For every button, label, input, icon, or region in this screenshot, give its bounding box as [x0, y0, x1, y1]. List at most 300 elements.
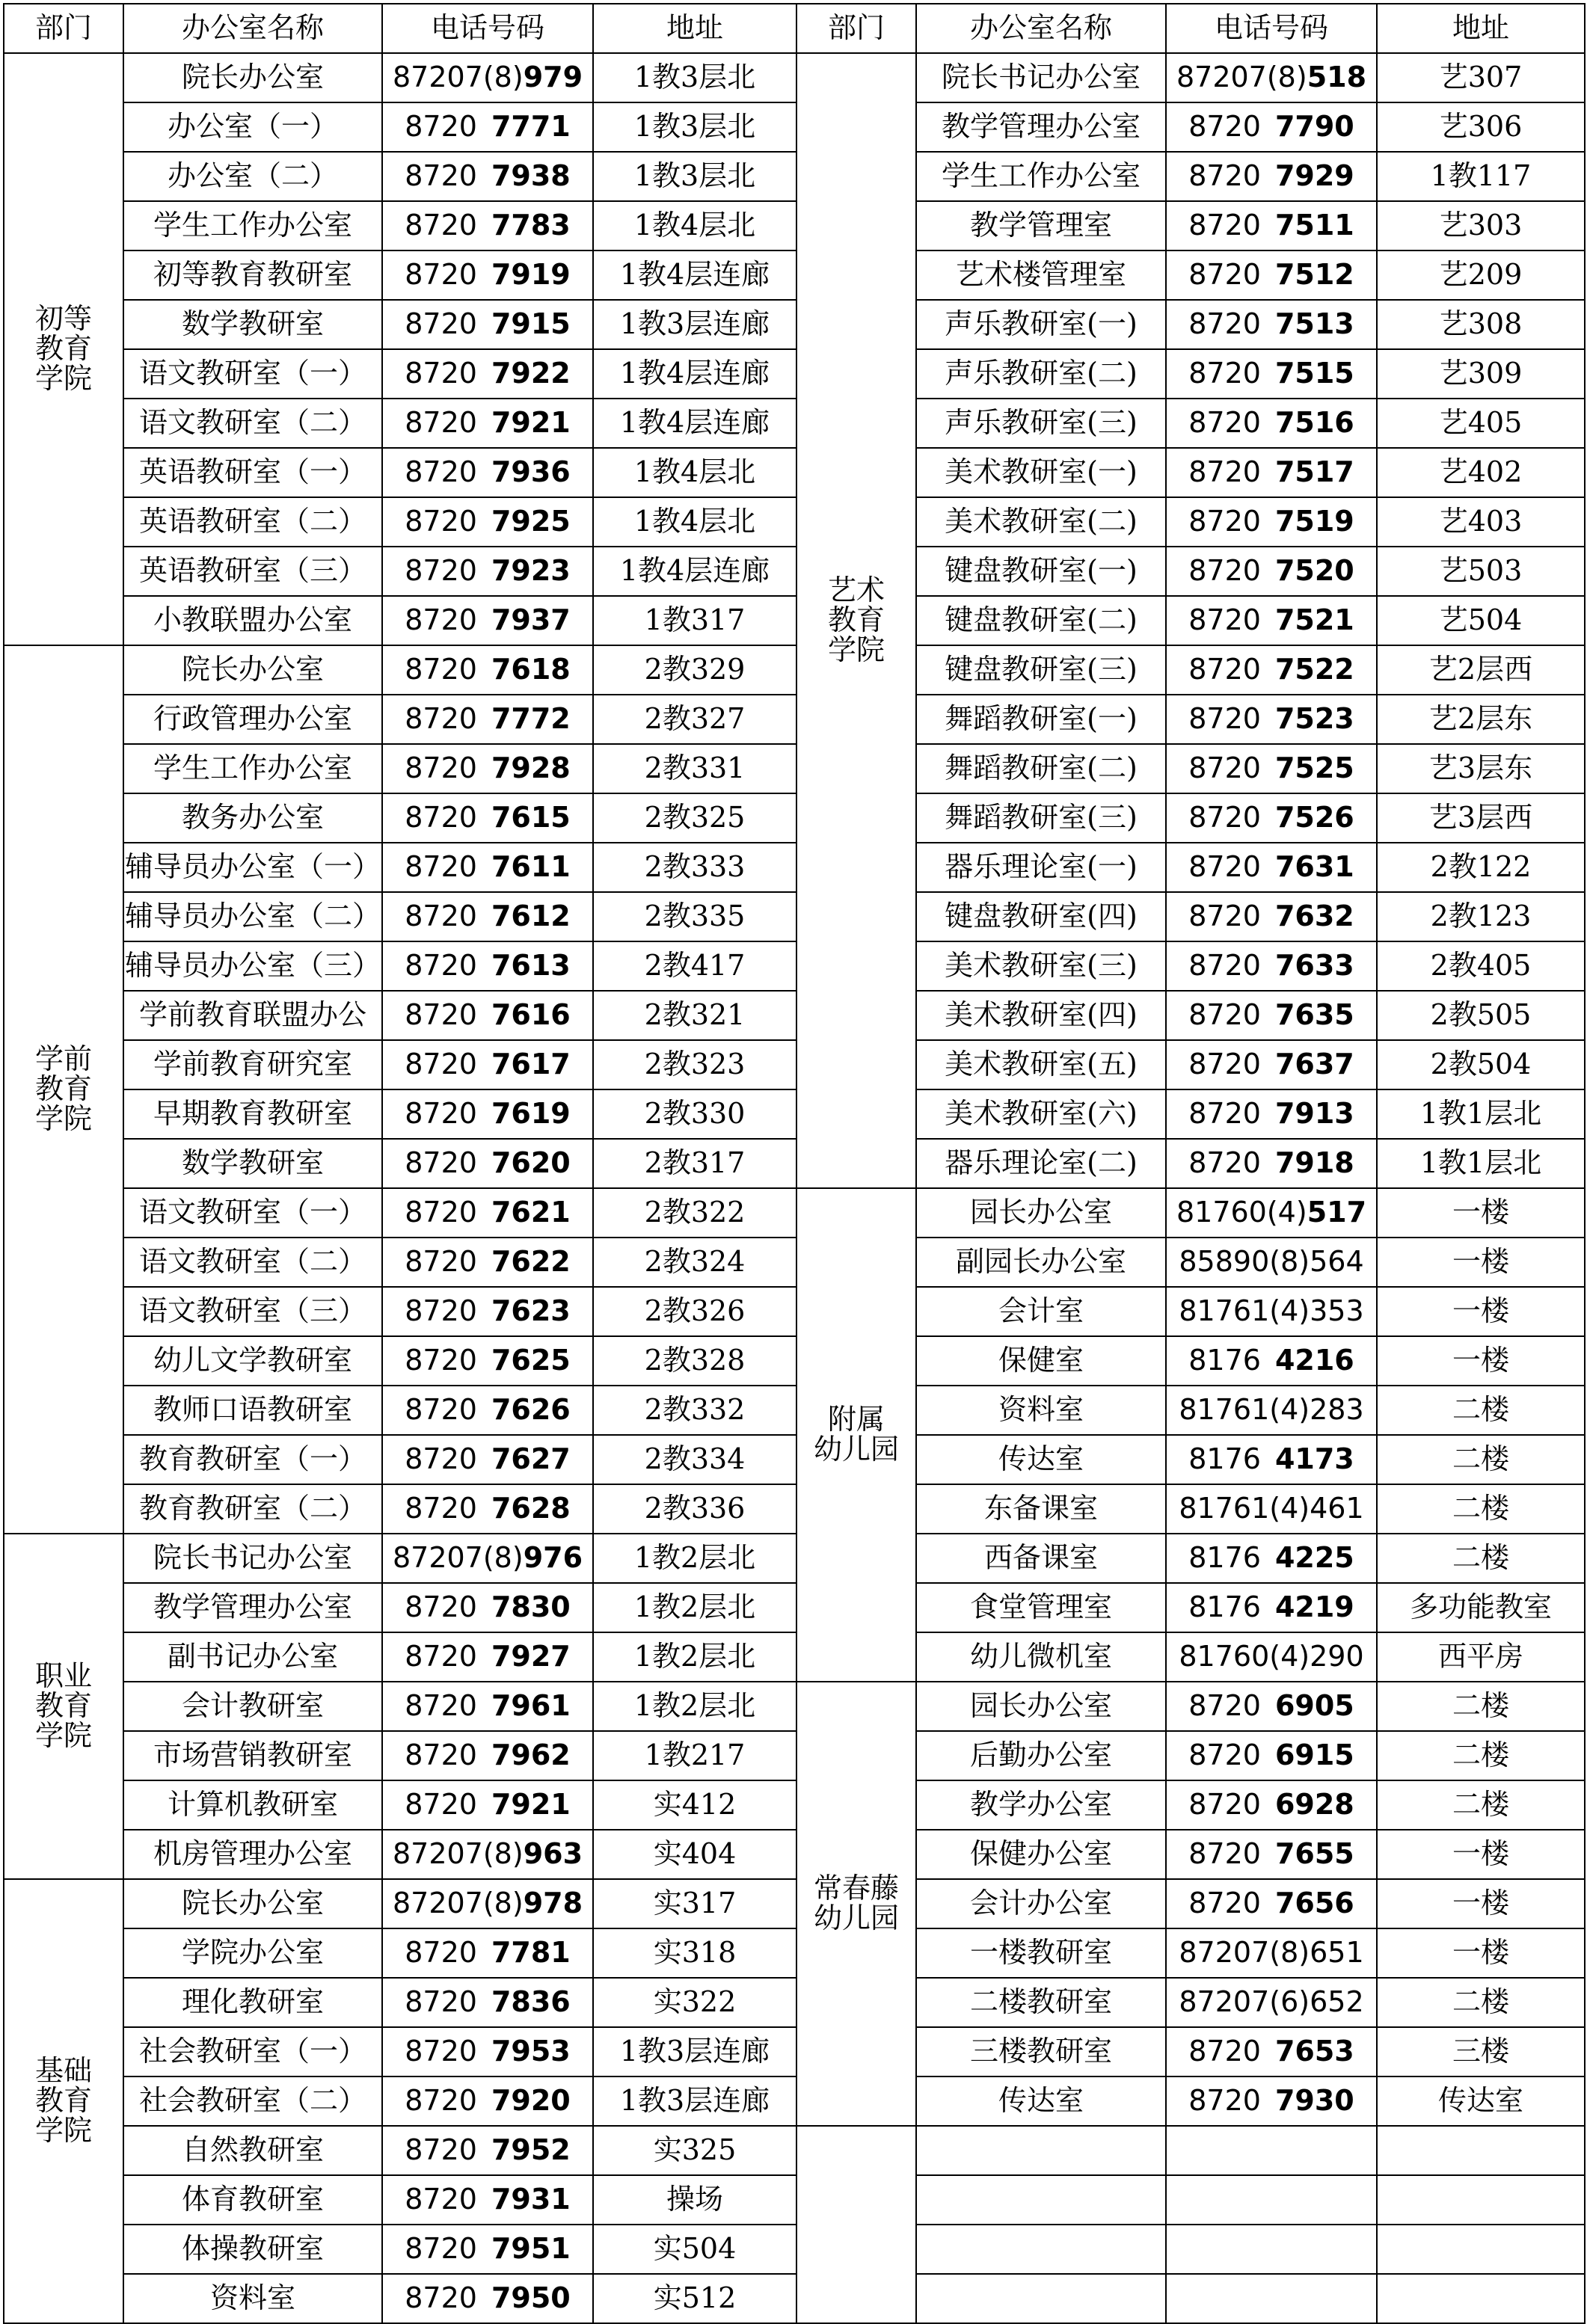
phone-extension: 7617 — [491, 1048, 571, 1081]
department-name-line: 初等 — [34, 302, 92, 336]
header-phone-left: 电话号码 — [382, 4, 593, 53]
phone-extension: 7619 — [491, 1097, 571, 1131]
phone-number-cell — [1166, 1583, 1377, 1632]
address-cell: 1教2层北 — [593, 1583, 796, 1632]
department-name-line: 幼儿园 — [813, 1433, 899, 1466]
phone-number-cell — [382, 399, 593, 448]
phone-prefix: 8720 — [405, 1146, 477, 1180]
table-row — [4, 1386, 1585, 1435]
address-cell: 2教321 — [593, 991, 796, 1040]
office-name-cell: 机房管理办公室 — [123, 1830, 382, 1879]
phone-prefix: 8176 — [1188, 1442, 1261, 1476]
address-cell: 1教1层北 — [1377, 1089, 1585, 1139]
phone-number-cell — [382, 547, 593, 596]
phone-number-cell — [382, 645, 593, 695]
department-name-line: 学院 — [34, 1718, 92, 1752]
office-name-cell: 一楼教研室 — [916, 1928, 1166, 1978]
address-cell: 1教3层北 — [593, 53, 796, 102]
table-row — [4, 793, 1585, 843]
department-name-line: 教育 — [827, 603, 885, 637]
office-name-cell: 三楼教研室 — [916, 2027, 1166, 2076]
department-name-line: 附属 — [827, 1403, 885, 1436]
phone-number-cell — [1166, 1139, 1377, 1188]
department-name-line: 基础 — [34, 2054, 92, 2088]
table-row — [4, 53, 1585, 102]
office-name-cell: 院长办公室 — [123, 645, 382, 695]
phone-number-cell — [1166, 941, 1377, 991]
empty-cell — [1377, 2225, 1585, 2274]
department-name-line: 学院 — [34, 2113, 92, 2147]
address-cell: 艺2层西 — [1377, 645, 1585, 695]
phone-number-cell — [1166, 102, 1377, 152]
phone-prefix: 8176 — [1188, 1541, 1261, 1575]
phone-number-cell — [1166, 201, 1377, 250]
empty-cell — [1166, 2126, 1377, 2175]
office-name-cell: 美术教研室(三) — [916, 941, 1166, 991]
office-name-cell: 教育教研室（二） — [123, 1484, 382, 1534]
phone-number-cell — [1166, 1040, 1377, 1089]
phone-number-cell — [1166, 1534, 1377, 1583]
office-name-cell: 学前教育研究室 — [123, 1040, 382, 1089]
phone-number-cell — [382, 250, 593, 300]
phone-prefix: 8720 — [1188, 2035, 1261, 2068]
table-row — [4, 399, 1585, 448]
address-cell: 1教4层连廊 — [593, 349, 796, 399]
office-name-cell: 声乐教研室(三) — [916, 399, 1166, 448]
phone-number-cell — [1166, 53, 1377, 102]
department-cell — [4, 1879, 123, 2323]
office-name-cell: 院长办公室 — [123, 1879, 382, 1928]
phone-prefix: 8720 — [1188, 603, 1261, 637]
phone-extension: 7511 — [1274, 209, 1354, 242]
phone-prefix: 8720 — [405, 159, 477, 193]
table-row — [4, 695, 1585, 744]
phone-extension: 7771 — [491, 110, 571, 144]
phone-extension: 963 — [523, 1837, 583, 1871]
phone-prefix: 8720 — [405, 1739, 477, 1772]
address-cell: 艺307 — [1377, 53, 1585, 102]
address-cell: 艺306 — [1377, 102, 1585, 152]
phone-extension: 7525 — [1274, 751, 1354, 785]
phone-extension: 7613 — [491, 949, 571, 983]
office-name-cell: 办公室（一） — [123, 102, 382, 152]
office-name-cell: 英语教研室（一） — [123, 448, 382, 497]
phone-extension: 7612 — [491, 900, 571, 933]
table-row — [4, 744, 1585, 793]
phone-extension: 7616 — [491, 998, 571, 1032]
office-name-cell: 舞蹈教研室(一) — [916, 695, 1166, 744]
phone-extension: 7929 — [1274, 159, 1354, 193]
phone-extension: 976 — [523, 1541, 583, 1575]
phone-prefix: 8720 — [1188, 653, 1261, 686]
phone-extension: 7655 — [1274, 1837, 1354, 1871]
department-name-line: 学院 — [827, 633, 885, 666]
phone-number-cell — [1166, 2027, 1377, 2076]
phone-number-cell — [382, 2076, 593, 2126]
table-row — [4, 1731, 1585, 1780]
office-name-cell: 体操教研室 — [123, 2225, 382, 2274]
table-row — [4, 250, 1585, 300]
address-cell: 实512 — [593, 2274, 796, 2323]
office-name-cell: 美术教研室(六) — [916, 1089, 1166, 1139]
phone-number-cell — [1166, 1830, 1377, 1879]
office-name-cell: 幼儿微机室 — [916, 1632, 1166, 1682]
address-cell: 艺403 — [1377, 497, 1585, 547]
phone-prefix: 8720 — [1188, 1689, 1261, 1723]
phone-extension: 7915 — [491, 307, 571, 341]
phone-extension: 7925 — [491, 505, 571, 538]
office-name-cell: 教学管理室 — [916, 201, 1166, 250]
table-row — [4, 1534, 1585, 1583]
address-cell: 艺402 — [1377, 448, 1585, 497]
department-cell — [796, 1682, 916, 2126]
empty-cell — [1377, 2274, 1585, 2323]
address-cell: 1教3层连廊 — [593, 2027, 796, 2076]
phone-prefix: 8720 — [405, 1788, 477, 1822]
phone-number-cell — [1166, 645, 1377, 695]
phone-prefix: 8720 — [405, 2183, 477, 2216]
phone-prefix: 8720 — [405, 998, 477, 1032]
address-cell: 1教4层北 — [593, 448, 796, 497]
phone-prefix: 8720 — [1188, 209, 1261, 242]
office-name-cell: 学生工作办公室 — [916, 152, 1166, 201]
phone-extension: 7621 — [491, 1196, 571, 1229]
office-name-cell: 器乐理论室(一) — [916, 843, 1166, 892]
office-name-cell: 西备课室 — [916, 1534, 1166, 1583]
office-name-cell: 教育教研室（一） — [123, 1435, 382, 1484]
office-name-cell: 艺术楼管理室 — [916, 250, 1166, 300]
office-name-cell: 计算机教研室 — [123, 1780, 382, 1830]
phone-prefix: 8720 — [405, 1048, 477, 1081]
phone-prefix: 8720 — [1188, 1048, 1261, 1081]
phone-number-cell — [382, 2175, 593, 2225]
phone-extension: 7930 — [1274, 2084, 1354, 2118]
phone-extension: 7513 — [1274, 307, 1354, 341]
office-name-cell: 键盘教研室(一) — [916, 547, 1166, 596]
table-row — [4, 1978, 1585, 2027]
address-cell: 1教4层连廊 — [593, 250, 796, 300]
phone-number-cell — [382, 349, 593, 399]
phone-number-cell — [382, 1731, 593, 1780]
phone-extension: 7836 — [491, 1985, 571, 2019]
table-row — [4, 941, 1585, 991]
phone-extension: 7931 — [491, 2183, 571, 2216]
phone-extension: 7633 — [1274, 949, 1354, 983]
phone-prefix: 8720 — [1188, 406, 1261, 440]
empty-cell — [916, 2225, 1166, 2274]
address-cell: 艺308 — [1377, 300, 1585, 349]
phone-prefix: 8720 — [405, 653, 477, 686]
address-cell: 2教417 — [593, 941, 796, 991]
phone-number-cell — [1166, 1928, 1377, 1978]
address-cell: 实404 — [593, 1830, 796, 1879]
phone-number-cell — [382, 448, 593, 497]
table-row — [4, 2274, 1585, 2323]
phone-extension: 7921 — [491, 1788, 571, 1822]
table-row — [4, 349, 1585, 399]
phone-number-cell — [1166, 892, 1377, 941]
office-name-cell: 学前教育联盟办公 — [123, 991, 382, 1040]
phone-extension: 7952 — [491, 2133, 571, 2167]
phone-extension: 7517 — [1274, 455, 1354, 489]
phone-extension: 4216 — [1274, 1344, 1354, 1377]
phone-prefix: 8720 — [405, 2035, 477, 2068]
address-cell: 2教336 — [593, 1484, 796, 1534]
phone-prefix: 8720 — [405, 603, 477, 637]
address-cell: 2教325 — [593, 793, 796, 843]
office-name-cell: 教务办公室 — [123, 793, 382, 843]
phone-extension: 7927 — [491, 1640, 571, 1673]
office-name-cell: 早期教育教研室 — [123, 1089, 382, 1139]
phone-prefix: 8720 — [405, 110, 477, 144]
phone-extension: 7922 — [491, 357, 571, 390]
phone-prefix: 81760(4) — [1176, 1196, 1307, 1229]
phone-prefix: 8176 — [1188, 1344, 1261, 1377]
address-cell: 二楼 — [1377, 1435, 1585, 1484]
table-row — [4, 152, 1585, 201]
address-cell: 2教504 — [1377, 1040, 1585, 1089]
phone-prefix: 8720 — [405, 1294, 477, 1328]
address-cell: 2教317 — [593, 1139, 796, 1188]
address-cell: 实325 — [593, 2126, 796, 2175]
phone-number-cell — [1166, 152, 1377, 201]
office-name-cell: 体育教研室 — [123, 2175, 382, 2225]
phone-number-cell — [382, 102, 593, 152]
phone-extension: 7515 — [1274, 357, 1354, 390]
address-cell: 实504 — [593, 2225, 796, 2274]
phone-prefix: 8720 — [1188, 258, 1261, 292]
office-name-cell: 舞蹈教研室(三) — [916, 793, 1166, 843]
address-cell: 1教3层北 — [593, 102, 796, 152]
office-name-cell: 初等教育教研室 — [123, 250, 382, 300]
office-name-cell: 美术教研室(五) — [916, 1040, 1166, 1089]
address-cell: 2教334 — [593, 1435, 796, 1484]
office-name-cell: 传达室 — [916, 1435, 1166, 1484]
office-name-cell: 院长书记办公室 — [123, 1534, 382, 1583]
phone-prefix: 8176 — [1188, 1590, 1261, 1624]
office-name-cell: 传达室 — [916, 2076, 1166, 2126]
table-row — [4, 1879, 1585, 1928]
table-row — [4, 1682, 1585, 1731]
empty-cell — [916, 2126, 1166, 2175]
address-cell: 艺3层东 — [1377, 744, 1585, 793]
phone-prefix: 8720 — [405, 1936, 477, 1970]
phone-number-cell — [1166, 695, 1377, 744]
header-office-left: 办公室名称 — [123, 4, 382, 53]
phone-extension: 7626 — [491, 1393, 571, 1427]
empty-cell — [1166, 2175, 1377, 2225]
phone-number-cell — [1166, 399, 1377, 448]
phone-number-cell — [1166, 448, 1377, 497]
phone-prefix: 8720 — [1188, 900, 1261, 933]
table-row — [4, 1435, 1585, 1484]
office-name-cell: 美术教研室(四) — [916, 991, 1166, 1040]
address-cell: 二楼 — [1377, 1682, 1585, 1731]
phone-extension: 7772 — [491, 702, 571, 736]
address-cell: 1教1层北 — [1377, 1139, 1585, 1188]
phone-number-cell — [382, 695, 593, 744]
phone-extension: 7615 — [491, 801, 571, 834]
table-row — [4, 1632, 1585, 1682]
phone-prefix: 8720 — [405, 850, 477, 884]
phone-prefix: 8720 — [1188, 357, 1261, 390]
table-row — [4, 991, 1585, 1040]
phone-extension: 7950 — [491, 2281, 571, 2315]
phone-number-cell — [382, 991, 593, 1040]
office-name-cell: 会计室 — [916, 1287, 1166, 1336]
address-cell: 艺405 — [1377, 399, 1585, 448]
department-name-line: 学院 — [34, 361, 92, 395]
phone-number-cell — [382, 1484, 593, 1534]
office-name-cell: 食堂管理室 — [916, 1583, 1166, 1632]
office-name-cell: 园长办公室 — [916, 1682, 1166, 1731]
address-cell: 实318 — [593, 1928, 796, 1978]
phone-extension: 6915 — [1274, 1739, 1354, 1772]
table-row — [4, 1089, 1585, 1139]
phone-number-cell — [382, 1336, 593, 1386]
phone-prefix: 8720 — [405, 949, 477, 983]
table-row — [4, 2175, 1585, 2225]
phone-extension: 7637 — [1274, 1048, 1354, 1081]
address-cell: 1教2层北 — [593, 1682, 796, 1731]
phone-extension: 4173 — [1274, 1442, 1354, 1476]
phone-number-cell — [1166, 793, 1377, 843]
phone-prefix: 87207(8) — [392, 1541, 524, 1575]
phone-extension: 7522 — [1274, 653, 1354, 686]
department-name-line: 职业 — [34, 1659, 92, 1693]
phone-prefix: 8720 — [405, 357, 477, 390]
address-cell: 2教323 — [593, 1040, 796, 1089]
phone-prefix: 8720 — [1188, 702, 1261, 736]
table-row — [4, 1583, 1585, 1632]
phone-extension: 7918 — [1274, 1146, 1354, 1180]
phone-extension: 979 — [523, 61, 583, 94]
phone-extension: 7620 — [491, 1146, 571, 1180]
phone-number-cell — [1166, 1682, 1377, 1731]
phone-extension: 7625 — [491, 1344, 571, 1377]
phone-number-cell — [382, 2225, 593, 2274]
phone-extension: 7921 — [491, 406, 571, 440]
phone-extension: 7919 — [491, 258, 571, 292]
empty-cell — [1166, 2274, 1377, 2323]
office-name-cell: 声乐教研室(二) — [916, 349, 1166, 399]
header-dept-left: 部门 — [4, 4, 123, 53]
phone-number-cell — [1166, 1780, 1377, 1830]
phone-number-cell — [382, 152, 593, 201]
phone-number-cell — [1166, 1484, 1377, 1534]
phone-extension: 7521 — [1274, 603, 1354, 637]
address-cell: 二楼 — [1377, 1780, 1585, 1830]
phone-prefix: 87207(8) — [392, 1887, 524, 1920]
phone-extension: 7632 — [1274, 900, 1354, 933]
phone-prefix: 8720 — [405, 1640, 477, 1673]
office-name-cell: 保健办公室 — [916, 1830, 1166, 1879]
phone-extension: 7923 — [491, 554, 571, 588]
phone-extension: 978 — [523, 1887, 583, 1920]
phone-extension: 7611 — [491, 850, 571, 884]
address-cell: 艺209 — [1377, 250, 1585, 300]
phone-number-cell — [382, 1435, 593, 1484]
department-cell — [4, 53, 123, 645]
table-row — [4, 1928, 1585, 1978]
phone-extension: 7920 — [491, 2084, 571, 2118]
phone-prefix: 8720 — [405, 2084, 477, 2118]
phone-prefix: 8720 — [1188, 455, 1261, 489]
phone-number-cell — [382, 1780, 593, 1830]
phone-prefix: 8720 — [1188, 751, 1261, 785]
phone-prefix: 8720 — [1188, 307, 1261, 341]
address-cell: 2教328 — [593, 1336, 796, 1386]
table-row — [4, 201, 1585, 250]
phone-extension: 7618 — [491, 653, 571, 686]
phone-prefix: 87207(8)651 — [1179, 1936, 1364, 1970]
phone-prefix: 8720 — [405, 209, 477, 242]
office-name-cell: 学生工作办公室 — [123, 744, 382, 793]
phone-extension: 7936 — [491, 455, 571, 489]
department-name-line: 教育 — [34, 332, 92, 366]
phone-prefix: 8720 — [1188, 1097, 1261, 1131]
address-cell: 1教4层北 — [593, 497, 796, 547]
phone-extension: 7830 — [491, 1590, 571, 1624]
phone-extension: 7635 — [1274, 998, 1354, 1032]
address-cell: 二楼 — [1377, 1978, 1585, 2027]
address-cell: 艺2层东 — [1377, 695, 1585, 744]
phone-number-cell — [382, 300, 593, 349]
phone-number-cell — [382, 1682, 593, 1731]
phone-prefix: 87207(6)652 — [1179, 1985, 1364, 2019]
phone-number-cell — [1166, 596, 1377, 645]
office-name-cell: 英语教研室（三） — [123, 547, 382, 596]
phone-number-cell — [1166, 1386, 1377, 1435]
phone-number-cell — [1166, 1731, 1377, 1780]
phone-number-cell — [382, 497, 593, 547]
phone-number-cell — [382, 793, 593, 843]
phone-number-cell — [1166, 349, 1377, 399]
phone-number-cell — [382, 1534, 593, 1583]
address-cell: 一楼 — [1377, 1928, 1585, 1978]
office-name-cell: 自然教研室 — [123, 2126, 382, 2175]
phone-number-cell — [1166, 1978, 1377, 2027]
office-name-cell: 后勤办公室 — [916, 1731, 1166, 1780]
department-name-line: 幼儿园 — [813, 1902, 899, 1934]
office-name-cell: 会计办公室 — [916, 1879, 1166, 1928]
table-row — [4, 1287, 1585, 1336]
phone-number-cell — [1166, 991, 1377, 1040]
office-name-cell: 东备课室 — [916, 1484, 1166, 1534]
office-name-cell: 小教联盟办公室 — [123, 596, 382, 645]
address-cell: 二楼 — [1377, 1731, 1585, 1780]
phone-prefix: 8720 — [405, 1097, 477, 1131]
table-row — [4, 1484, 1585, 1534]
address-cell: 实322 — [593, 1978, 796, 2027]
phone-prefix: 87207(8) — [1176, 61, 1307, 94]
address-cell: 2教405 — [1377, 941, 1585, 991]
phone-number-cell — [1166, 1632, 1377, 1682]
department-cell — [4, 1534, 123, 1879]
phone-extension: 6905 — [1274, 1689, 1354, 1723]
address-cell: 2教327 — [593, 695, 796, 744]
address-cell: 1教3层连廊 — [593, 300, 796, 349]
table-row — [4, 497, 1585, 547]
table-row — [4, 2126, 1585, 2175]
phone-prefix: 8720 — [1188, 801, 1261, 834]
address-cell: 1教317 — [593, 596, 796, 645]
address-cell: 2教326 — [593, 1287, 796, 1336]
phone-number-cell — [382, 1978, 593, 2027]
phone-prefix: 8720 — [1188, 1788, 1261, 1822]
phone-number-cell — [382, 1139, 593, 1188]
table-row — [4, 547, 1585, 596]
